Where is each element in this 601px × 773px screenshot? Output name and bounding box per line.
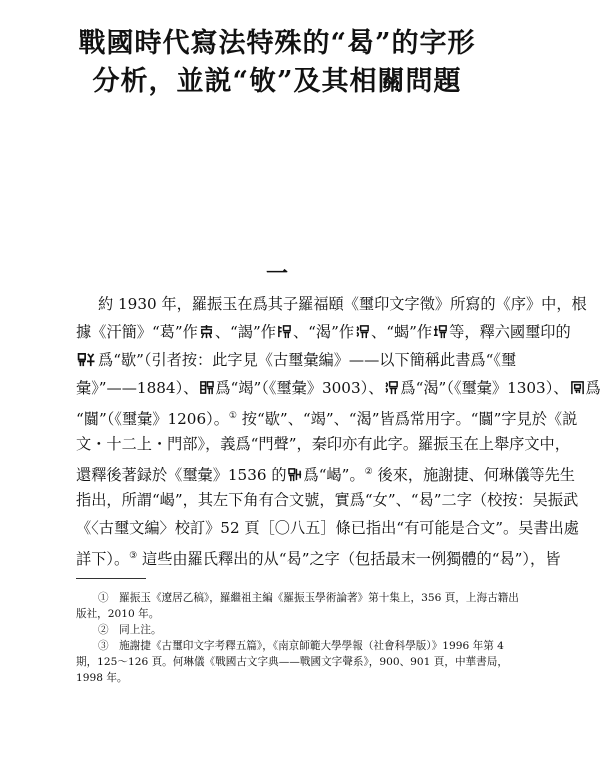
paragraph-line: [76, 378, 601, 398]
text-run: 爲“嵑”。: [303, 466, 365, 484]
text-run: 這些由羅氏釋出的从“曷”之字（包括最末一例獨體的“曷”），皆: [137, 550, 561, 568]
text-run: 還釋後著録於《璽彙》1536 的: [76, 466, 287, 484]
footnote-1-line: 版社，2010 年。: [76, 608, 160, 620]
paragraph-line: [76, 546, 561, 569]
seal-glyph-ta-icon: [570, 380, 585, 395]
footnote-ref-2[interactable]: ②: [364, 467, 373, 477]
footnote-3-line: ③ 施謝捷《古璽印文字考釋五篇》，《南京師範大學學報（社會科學版）》1996 年第 4: [98, 640, 504, 652]
seal-glyph-ke-icon: [355, 324, 370, 339]
text-run: 後來，施謝捷、何琳儀等先生: [372, 466, 575, 484]
footnote-ref-1[interactable]: ①: [228, 411, 237, 421]
footnote-ref-3[interactable]: ③: [129, 551, 138, 561]
text-run: 、“謁”作: [214, 323, 276, 341]
section-number: 一: [265, 261, 288, 287]
text-run: 爲“渴”（《璽彙》1303）、: [400, 379, 569, 397]
paragraph-line: [76, 350, 517, 370]
text-run: 爲: [585, 379, 601, 397]
text-run: 文・十二上・門部》，義爲“門聲”，秦印亦有此字。羅振玉在上舉序文中，: [76, 435, 570, 453]
footnote-2-line: ② 同上注。: [98, 624, 162, 636]
text-run: 《〈古璽文編〉校訂》52 頁［〇八五］條已指出“有可能是合文”。吴書出處: [76, 519, 579, 537]
article-title-line-2: 分析，並説“敂”及其相關問題: [92, 66, 462, 97]
paragraph-line: [76, 406, 578, 429]
text-run: 約 1930 年，羅振玉在爲其子羅福頤《璽印文字徵》所寫的《序》中，根: [98, 295, 587, 313]
text-run: 按“歇”、“竭”、“渴”皆爲常用字。“闒”字見於《説: [236, 410, 578, 428]
footnote-1-line: ① 羅振玉《遼居乙稿》，羅繼祖主編《羅振玉學術論著》第十集上，356 頁，上海古籍出: [98, 592, 519, 604]
text-run: “闒”（《璽彙》1206）。: [76, 410, 229, 428]
paragraph-line: [76, 294, 587, 314]
seal-glyph-jie-icon: [199, 380, 214, 395]
seal-glyph-xie-2-icon: [77, 352, 97, 367]
seal-glyph-ge-icon: [199, 324, 214, 339]
paragraph-line: [76, 518, 579, 538]
paragraph-line: [76, 322, 571, 342]
paragraph-line: [76, 462, 575, 485]
text-run: 據《汗簡》“葛”作: [76, 323, 198, 341]
seal-glyph-jie-2-icon: [288, 467, 303, 482]
paragraph-line: [76, 434, 570, 454]
text-run: 彙》”——1884）、: [76, 379, 199, 397]
text-run: 爲“歇”（引者按：此字見《古璽彙編》——以下簡稱此書爲“《璽: [98, 351, 517, 369]
text-run: 指出，所謂“嵑”，其左下角有合文號，實爲“女”、“曷”二字（校按：吴振武: [76, 491, 579, 509]
text-run: 詳下）。: [76, 550, 130, 568]
footnote-3-line: 期，125～126 頁。何琳儀《戰國古文字典——戰國文字聲系》，900、901 頁，中華書局，: [76, 656, 508, 668]
text-run: 、“渴”作: [292, 323, 355, 341]
seal-glyph-ke-2-icon: [384, 380, 399, 395]
seal-glyph-ye-icon: [277, 324, 292, 339]
footnote-divider: [76, 578, 146, 579]
seal-glyph-xie-icon: [433, 324, 448, 339]
footnote-3-line: 1998 年。: [76, 672, 128, 684]
article-title-line-1: 戰國時代寫法特殊的“曷”的字形: [78, 28, 476, 59]
text-run: 、“蝎”作: [371, 323, 433, 341]
paragraph-line: [76, 490, 579, 510]
text-run: 爲“竭”（《璽彙》3003）、: [215, 379, 384, 397]
text-run: 等，釋六國璽印的: [449, 323, 571, 341]
